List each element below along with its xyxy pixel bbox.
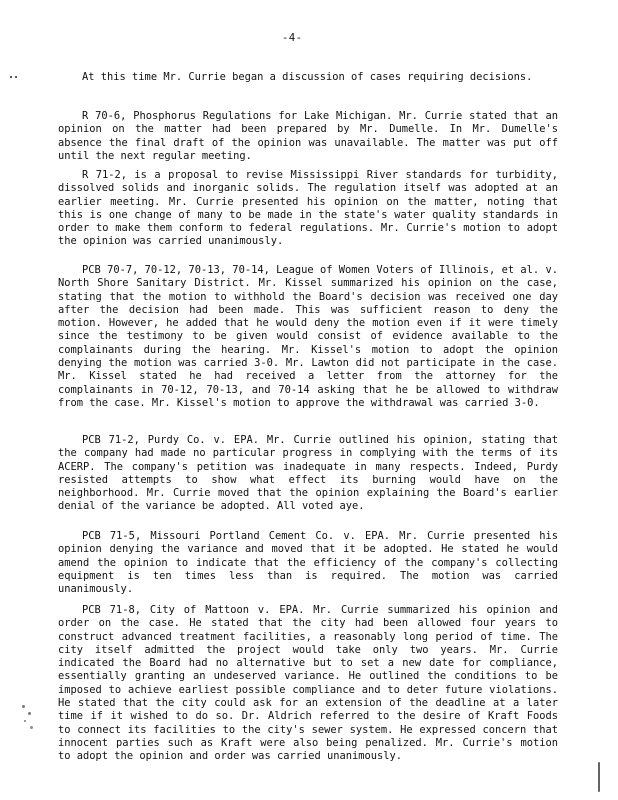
scan-speck (10, 76, 12, 78)
paragraph-intro: At this time Mr. Currie began a discussion of cases requiring decisions. (82, 71, 533, 83)
scan-speck (15, 76, 17, 78)
scan-speck (24, 720, 26, 722)
paragraph-r70-6: R 70-6, Phosphorus Regulations for Lake Michigan. Mr. Currie stated that an opinion on the matter had been prepared by Mr. Dumelle. In Mr. Dumelle's absence the final draft of the opinion was unavailable. The matter was put off until the next regular meeting. (58, 110, 558, 162)
paragraph-pcb71-8: PCB 71-8, City of Mattoon v. EPA. Mr. Currie summarized his opinion and order on the case. He stated that the city had been allowed four years to construct advanced treatment facilities, a reasonably long period of time. The city itself admitted the project would take only two years. Mr. Currie indicated the Board had no alternative but to set a new date for compliance, essentially granting an undeserved variance. He outlined the conditions to be imposed to achieve earliest possible compliance and to deter future violations. He stated that the city could ask for an extension of the deadline at a later time if it wished to do so. Dr. Aldrich referred to the desire of Kraft Foods to connect its facilities to the city's sewer system. He expressed concern that innocent parties such as Kraft were also being penalized. Mr. Currie's motion to adopt the opinion and order was carried unanimously. (58, 604, 558, 763)
paragraph-r71-2: R 71-2, is a proposal to revise Mississippi River standards for turbidity, dissolved solids and inorganic solids. The regulation itself was adopted at an earlier meeting. Mr. Currie presented his opinion on the matter, noting that this is one change of many to be made in the state's water quality standards in order to make them conform to federal regulations. Mr. Currie's motion to adopt the opinion was carried unanimously. (58, 169, 558, 248)
scan-edge-mark (598, 762, 600, 792)
paragraph-pcb71-2: PCB 71-2, Purdy Co. v. EPA. Mr. Currie outlined his opinion, stating that the company had made no particular progress in complying with the terms of its ACERP. The company's petition was inadequate in many respects. Indeed, Purdy resisted attempts to show what effect its burning would have on the neighborhood. Mr. Currie moved that the opinion explaining the Board's earlier denial of the variance be adopted. All voted aye. (58, 434, 558, 513)
scan-speck (28, 712, 31, 715)
paragraph-pcb71-5: PCB 71-5, Missouri Portland Cement Co. v. EPA. Mr. Currie presented his opinion denying the variance and moved that it be adopted. He stated he would amend the opinion to indicate that the efficiency of the company's collecting equipment is ten times less than is required. The motion was carried unanimously. (58, 530, 558, 596)
scan-speck (30, 726, 33, 729)
page-number: -4- (282, 32, 303, 44)
paragraph-pcb70-7: PCB 70-7, 70-12, 70-13, 70-14, League of Women Voters of Illinois, et al. v. North Shore Sanitary District. Mr. Kissel summarized his opinion on the case, stating that the motion to withhold the Board's decision was received one day after the decision had been made. This was sufficient reason to deny the motion. However, he added that he would deny the motion even if it were timely since the testimony to be given would consist of evidence available to the complainants during the hearing. Mr. Kissel's motion to adopt the opinion denying the motion was carried 3-0. Mr. Lawton did not participate in the case. Mr. Kissel stated he had received a letter from the attorney for the complainants in 70-12, 70-13, and 70-14 asking that he be allowed to withdraw from the case. Mr. Kissel's motion to approve the withdrawal was carried 3-0. (58, 264, 558, 409)
scan-speck (22, 705, 25, 708)
